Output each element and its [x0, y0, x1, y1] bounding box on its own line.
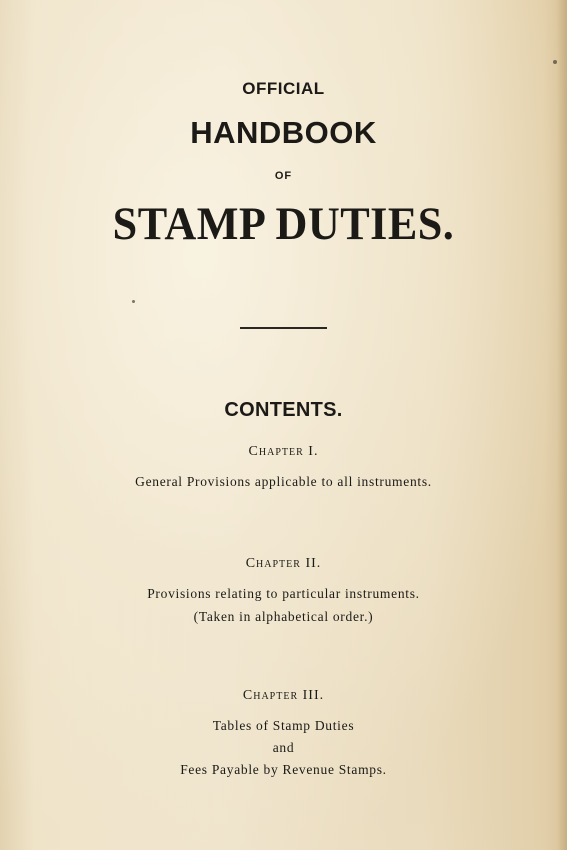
paper-speck	[132, 300, 135, 303]
chapter-3-conjunction: and	[272, 740, 295, 755]
title-stamp-duties: STAMP DUTIES.	[112, 198, 455, 250]
chapter-3-label: Chapter III.	[242, 688, 325, 703]
chapter-3-description: Tables of Stamp Duties	[212, 718, 355, 733]
title-divider-rule	[240, 327, 327, 329]
chapter-2-label: Chapter II.	[245, 556, 322, 571]
chapter-1-label: Chapter I.	[248, 444, 319, 459]
contents-heading: CONTENTS.	[224, 399, 343, 421]
chapter-2-description: Provisions relating to particular instruments.	[147, 586, 420, 601]
chapter-3-description-2: Fees Payable by Revenue Stamps.	[180, 762, 387, 777]
title-of: OF	[274, 170, 293, 182]
chapter-1-description: General Provisions applicable to all instruments.	[135, 474, 432, 489]
chapter-2-note: (Taken in alphabetical order.)	[193, 609, 374, 624]
paper-speck	[553, 60, 557, 64]
title-official: OFFICIAL	[242, 79, 325, 98]
title-handbook: HANDBOOK	[190, 115, 377, 150]
